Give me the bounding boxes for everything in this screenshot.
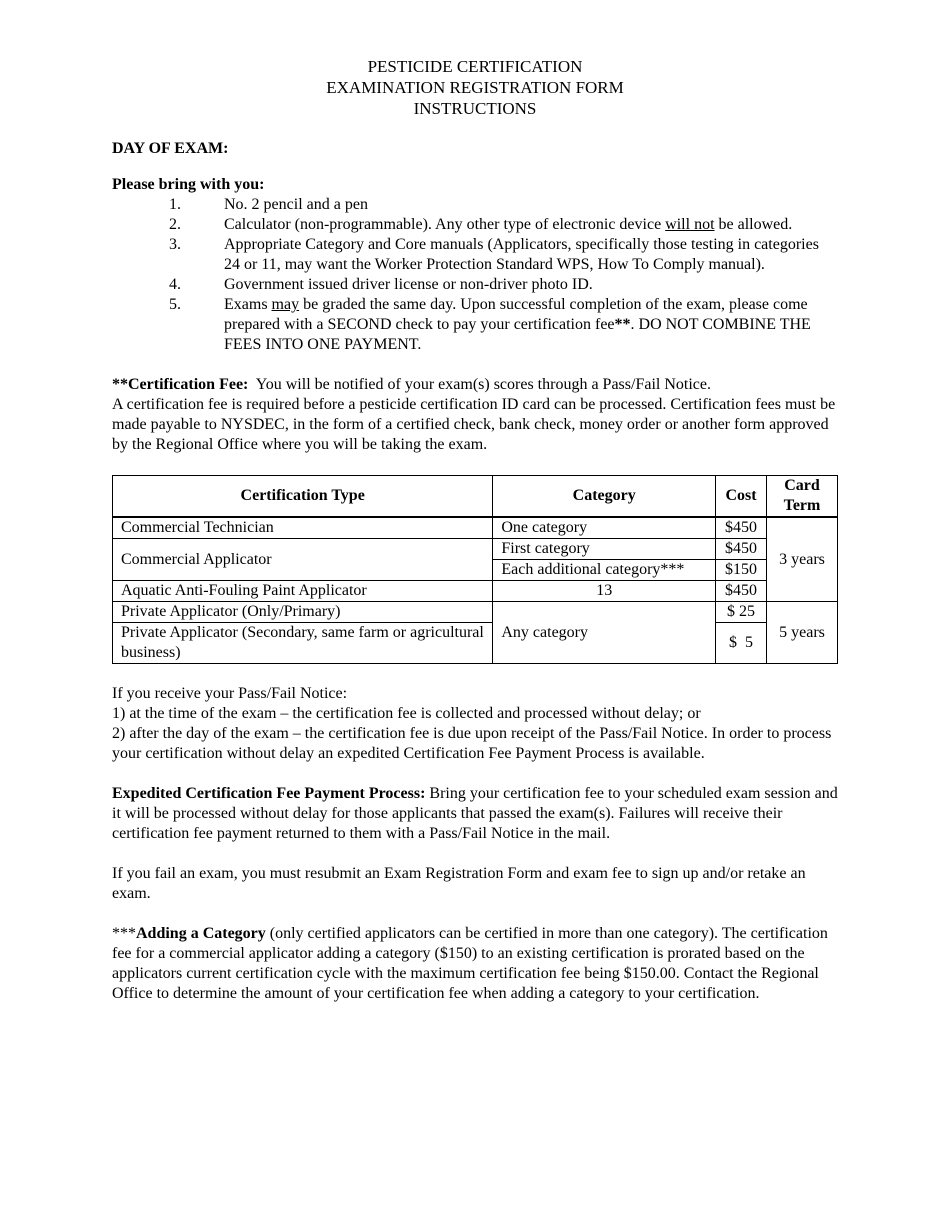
cell-type: Aquatic Anti-Fouling Paint Applicator <box>113 581 493 602</box>
title-line-3: INSTRUCTIONS <box>413 99 537 118</box>
list-item-number: 5. <box>169 296 181 313</box>
day-of-exam-heading: DAY OF EXAM: <box>112 140 229 157</box>
text-fragment: be graded the same day. Upon successful completion of the exam, please come prepared with a SECOND check to pay your certification fee <box>224 296 808 333</box>
fee-table <box>112 475 838 664</box>
cell-type: Private Applicator (Only/Primary) <box>113 602 493 623</box>
pass-fail-intro: If you receive your Pass/Fail Notice: <box>112 685 348 702</box>
pass-fail-section <box>112 684 838 764</box>
expedited-body: Bring your certification fee to your scheduled exam session and it will be processed without delay for those applicants that passed the exam(s). Failures will receive their certification fee payment returned to them with a Pass/Fail Notice in the mail. <box>112 785 838 842</box>
text-fragment: Calculator (non-programmable). Any other type of electronic device <box>224 216 666 233</box>
list-item <box>112 295 838 355</box>
fail-section: If you fail an exam, you must resubmit an Exam Registration Form and exam fee to sign up and/or retake an exam. <box>112 865 806 902</box>
cell-category: 13 <box>493 581 716 602</box>
cell-category: Each additional category*** <box>493 560 716 581</box>
bring-list <box>112 195 838 355</box>
cell-type: Private Applicator (Secondary, same farm or agricultural business) <box>113 623 493 664</box>
header-category: Category <box>493 476 716 518</box>
list-item <box>112 235 838 275</box>
table-row <box>113 602 838 623</box>
table-row <box>113 623 838 664</box>
list-item-number: 3. <box>169 236 181 253</box>
document-content <box>112 56 838 1004</box>
underlined-text: may <box>271 296 300 313</box>
cell-type: Commercial Technician <box>113 517 493 539</box>
header-card-term: Card Term <box>767 476 838 518</box>
certification-fee-label: **Certification Fee: <box>112 376 249 393</box>
header-cost: Cost <box>716 476 767 518</box>
cell-cost: $ 25 <box>716 602 767 623</box>
table-row <box>113 581 838 602</box>
cell-term-3-years: 3 years <box>767 517 838 602</box>
table-row <box>113 539 838 560</box>
underlined-text: will not <box>665 216 715 233</box>
list-item-number: 1. <box>169 196 181 213</box>
cell-category: First category <box>493 539 716 560</box>
pass-fail-option-2: 2) after the day of the exam – the certification fee is due upon receipt of the Pass/Fail Notice. In order to process your certification without delay an expedited Certification Fee Payment Process is available. <box>112 725 832 762</box>
expedited-section <box>112 784 838 844</box>
list-item-text: No. 2 pencil and a pen <box>224 196 368 213</box>
adding-label: Adding a Category <box>136 925 266 942</box>
adding-category-section <box>112 924 838 1004</box>
certification-fee-section <box>112 375 838 455</box>
cell-cost: $ 5 <box>716 623 767 664</box>
bold-text: ** <box>614 316 631 333</box>
list-item-text: Appropriate Category and Core manuals (Applicators, specifically those testing in categories 24 or 11, may want the Worker Protection Standard WPS, How To Comply manual). <box>224 236 819 273</box>
pass-fail-option-1: 1) at the time of the exam – the certification fee is collected and processed without delay; or <box>112 705 701 722</box>
cell-cost: $450 <box>716 581 767 602</box>
list-item-text <box>224 295 838 355</box>
text-fragment: . DO NOT COMBINE THE FEES INTO ONE PAYMENT. <box>224 316 811 353</box>
document-title <box>112 56 838 119</box>
adding-body: (only certified applicators can be certified in more than one category). The certification fee for a commercial applicator adding a category ($150) to an existing certification is prorated based on the applicators current certification cycle with the maximum certification fee being $150.00. Contact the Regional Office to determine the amount of your certification fee when adding a category to your certification. <box>112 925 828 1002</box>
list-item-text: Government issued driver license or non-driver photo ID. <box>224 276 593 293</box>
text-fragment: Exams <box>224 296 272 313</box>
cell-cost: $150 <box>716 560 767 581</box>
table-header-row <box>113 476 838 518</box>
cell-category: One category <box>493 517 716 539</box>
header-certification-type: Certification Type <box>113 476 493 518</box>
list-item <box>112 195 838 215</box>
expedited-label: Expedited Certification Fee Payment Process: <box>112 785 426 802</box>
cell-type: Commercial Applicator <box>113 539 493 581</box>
text-fragment: be allowed. <box>714 216 793 233</box>
list-item-number: 2. <box>169 216 181 233</box>
certification-fee-line: You will be notified of your exam(s) scores through a Pass/Fail Notice. <box>248 376 711 393</box>
adding-stars: *** <box>112 925 136 942</box>
title-line-1: PESTICIDE CERTIFICATION <box>367 57 583 76</box>
list-item-number: 4. <box>169 276 181 293</box>
certification-fee-body: A certification fee is required before a pesticide certification ID card can be processed. Certification fees must be made payable to NYSDEC, in the form of a certified check, bank check, money order or another form approved by the Regional Office where you will be taking the exam. <box>112 396 836 453</box>
table-row <box>113 517 838 539</box>
cell-cost: $450 <box>716 517 767 539</box>
cell-cost: $450 <box>716 539 767 560</box>
list-item <box>112 275 838 295</box>
cell-category: Any category <box>493 602 716 664</box>
bring-heading: Please bring with you: <box>112 176 265 193</box>
title-line-2: EXAMINATION REGISTRATION FORM <box>326 78 624 97</box>
list-item <box>112 215 838 235</box>
cell-term-5-years: 5 years <box>767 602 838 664</box>
list-item-text <box>224 215 838 235</box>
